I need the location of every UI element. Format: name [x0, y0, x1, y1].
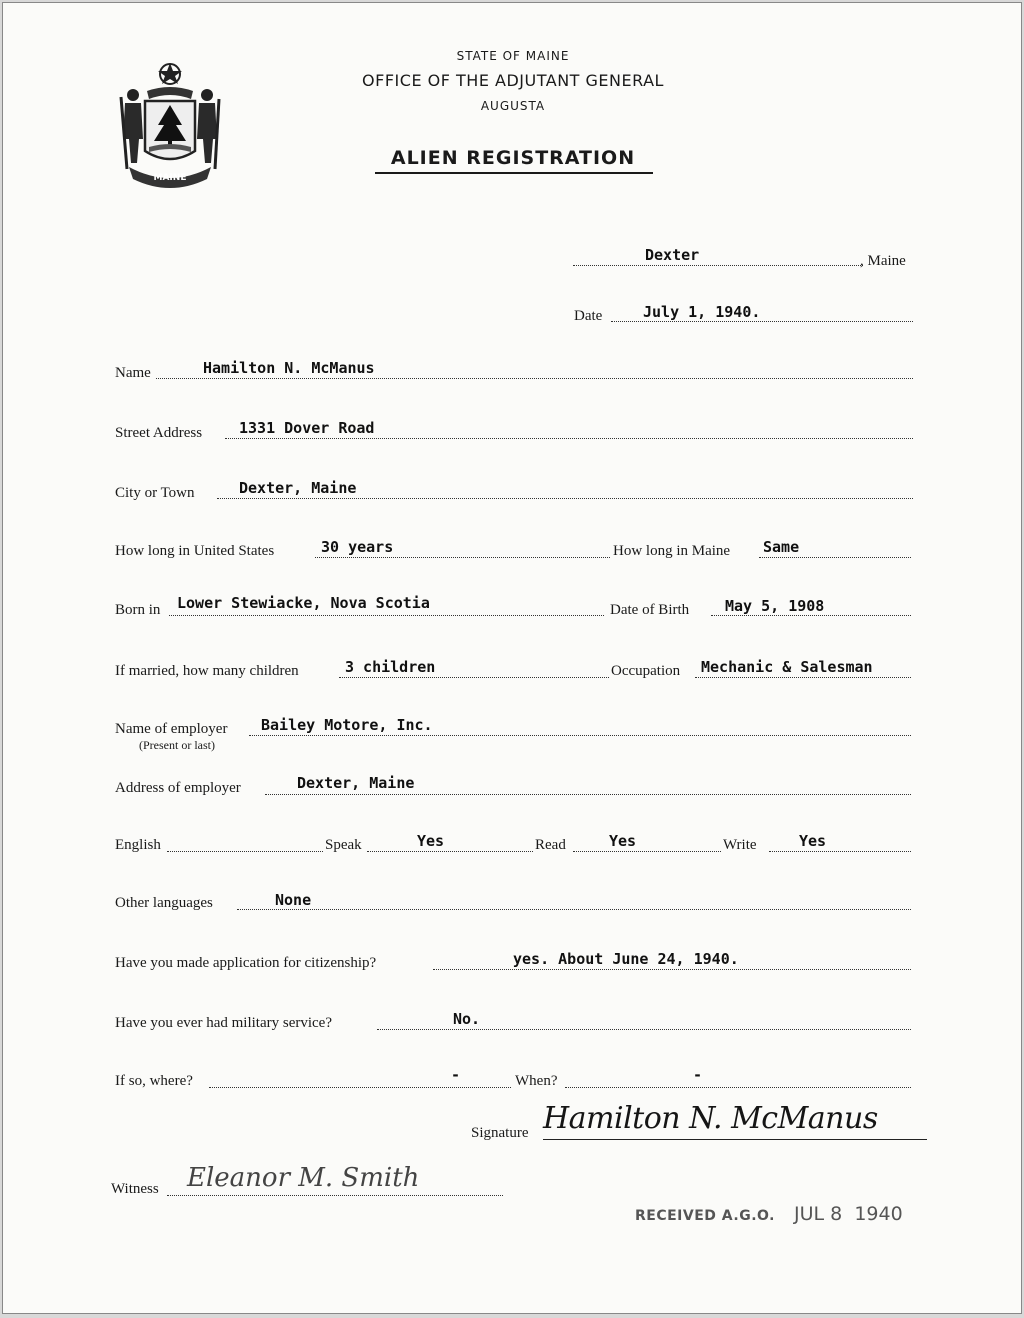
occupation-value: Mechanic & Salesman	[701, 658, 873, 676]
received-stamp-date: JUL 8 1940	[794, 1203, 903, 1225]
employer-address-value: Dexter, Maine	[297, 774, 415, 792]
english-label: English	[115, 837, 161, 853]
children-line	[339, 677, 609, 678]
dob-label: Date of Birth	[610, 602, 690, 618]
when-line	[565, 1087, 911, 1088]
speak-value: Yes	[417, 832, 445, 850]
write-line	[769, 851, 911, 852]
maine-label: , Maine	[860, 253, 906, 269]
other-languages-line	[237, 909, 911, 910]
received-stamp-text: RECEIVED A.G.O.	[635, 1208, 775, 1224]
born-line	[169, 615, 604, 616]
city-value: Dexter, Maine	[239, 479, 357, 497]
city-label: City or Town	[115, 485, 195, 501]
dob-line	[711, 615, 911, 616]
read-label: Read	[535, 837, 566, 853]
write-value: Yes	[799, 832, 827, 850]
employer-sublabel: (Present or last)	[139, 738, 215, 752]
name-line	[156, 378, 913, 379]
military-label: Have you ever had military service?	[115, 1015, 332, 1031]
children-value: 3 children	[345, 658, 436, 676]
employer-address-label: Address of employer	[115, 780, 241, 796]
witness-label: Witness	[111, 1181, 159, 1197]
time-us-line	[315, 557, 610, 558]
born-value: Lower Stewiacke, Nova Scotia	[177, 594, 430, 612]
street-line	[225, 438, 913, 439]
form-title: ALIEN REGISTRATION	[390, 147, 636, 169]
name-value: Hamilton N. McManus	[203, 359, 375, 377]
svg-text:MAINE: MAINE	[153, 173, 187, 183]
citizenship-label: Have you made application for citizenship?	[115, 955, 377, 971]
when-label: When?	[515, 1073, 558, 1089]
office-heading: OFFICE OF THE ADJUTANT GENERAL	[362, 71, 664, 90]
witness-value: Eleanor M. Smith	[187, 1163, 420, 1193]
time-us-value: 30 years	[321, 538, 394, 556]
citizenship-line	[433, 969, 911, 970]
title-underline	[375, 172, 653, 174]
date-line	[611, 321, 913, 322]
time-maine-label: How long in Maine	[613, 543, 731, 559]
children-label: If married, how many children	[115, 663, 299, 679]
military-line	[377, 1029, 911, 1030]
employer-address-line	[265, 794, 911, 795]
city-heading: AUGUSTA	[480, 99, 546, 113]
employer-line	[249, 735, 911, 736]
received-stamp	[635, 1203, 903, 1225]
when-value: -	[693, 1066, 703, 1084]
write-label: Write	[723, 837, 757, 853]
read-line	[573, 851, 721, 852]
employer-label: Name of employer	[115, 721, 228, 737]
where-label: If so, where?	[115, 1073, 193, 1089]
military-value: No.	[453, 1010, 481, 1028]
other-languages-label: Other languages	[115, 895, 213, 911]
signature-line	[543, 1139, 927, 1140]
time-maine-value: Same	[763, 538, 800, 556]
registration-form	[2, 2, 1022, 1314]
date-label: Date	[574, 308, 603, 324]
state-heading: STATE OF MAINE	[456, 49, 570, 63]
where-value: -	[451, 1066, 461, 1084]
witness-line	[167, 1195, 503, 1196]
place-line	[573, 265, 863, 266]
name-label: Name	[115, 365, 151, 381]
date-value: July 1, 1940.	[643, 303, 761, 321]
signature-value: Hamilton N. McManus	[543, 1101, 878, 1136]
where-line	[209, 1087, 511, 1088]
occupation-line	[695, 677, 911, 678]
dob-value: May 5, 1908	[725, 597, 825, 615]
citizenship-value: yes. About June 24, 1940.	[513, 950, 739, 968]
signature-label: Signature	[471, 1125, 529, 1141]
street-label: Street Address	[115, 425, 203, 441]
employer-value: Bailey Motore, Inc.	[261, 716, 433, 734]
read-value: Yes	[609, 832, 637, 850]
born-label: Born in	[115, 602, 161, 618]
occupation-label: Occupation	[611, 663, 681, 679]
english-line	[167, 851, 323, 852]
place-value: Dexter	[645, 246, 700, 264]
speak-line	[367, 851, 533, 852]
time-maine-line	[759, 557, 911, 558]
time-us-label: How long in United States	[115, 543, 275, 559]
street-value: 1331 Dover Road	[239, 419, 375, 437]
speak-label: Speak	[325, 837, 362, 853]
other-languages-value: None	[275, 891, 312, 909]
city-line	[217, 498, 913, 499]
